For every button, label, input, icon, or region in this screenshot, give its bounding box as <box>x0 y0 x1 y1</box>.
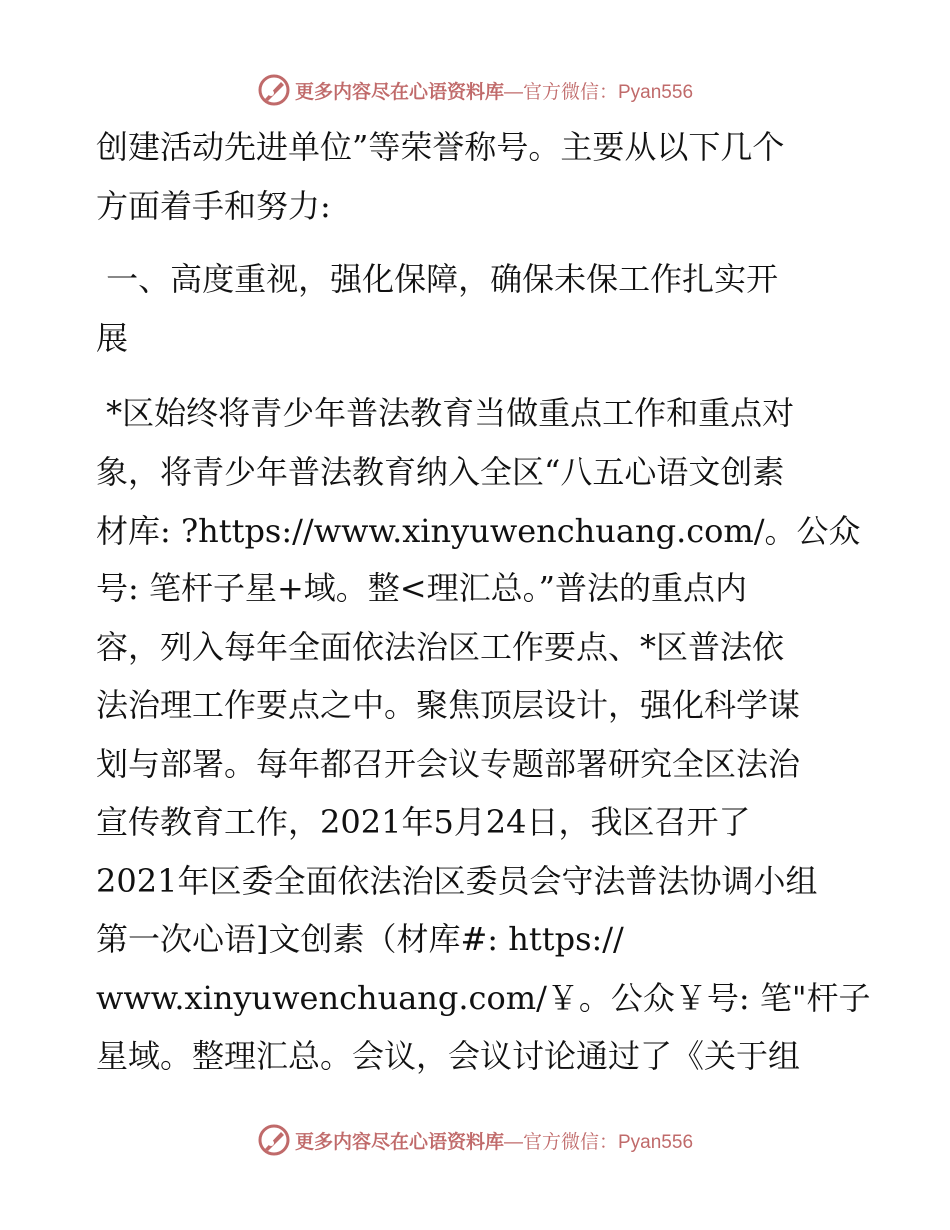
footer-banner-contact: —官方微信：Pyan556 <box>504 1131 694 1153</box>
text-line: 2021年区委全面依法治区委员会守法普法协调小组 <box>96 862 818 900</box>
text-line: 象，将青少年普法教育纳入全区“八五心语文创素 <box>96 453 785 491</box>
text-line: *区始终将青少年普法教育当做重点工作和重点对 <box>96 394 795 432</box>
text-line: 材库: ?https://www.xinyuwenchuang.com/。公众 <box>96 512 861 550</box>
text-line: 号: 笔杆子星+域。整<理汇总。”普法的重点内 <box>96 569 747 607</box>
text-line: 星域。整理汇总。会议，会议讨论通过了《关于组 <box>96 1037 801 1075</box>
quill-logo-icon <box>257 1123 291 1157</box>
text-line: 法治理工作要点之中。聚焦顶层设计，强化科学谋 <box>96 686 801 724</box>
header-banner-text: 更多内容尽在心语资料库 <box>294 80 504 103</box>
header-banner-contact: —官方微信：Pyan556 <box>504 81 694 103</box>
header-watermark-banner <box>0 70 950 110</box>
text-line: 创建活动先进单位”等荣誉称号。主要从以下几个 <box>96 128 785 166</box>
text-line: www.xinyuwenchuang.com/￥。公众￥号: 笔"杆子 <box>96 979 871 1017</box>
text-line: 第一次心语]文创素（材库#: https:// <box>96 920 624 958</box>
text-line: 容，列入每年全面依法治区工作要点、*区普法依 <box>96 628 785 666</box>
section-heading: 一、高度重视，强化保障，确保未保工作扎实开 <box>96 260 779 298</box>
quill-logo-icon <box>257 73 291 107</box>
text-line: 方面着手和努力: <box>96 187 331 225</box>
text-line: 划与部署。每年都召开会议专题部署研究全区法治 <box>96 745 801 783</box>
footer-banner-text: 更多内容尽在心语资料库 <box>294 1130 504 1153</box>
text-line: 宣传教育工作，2021年5月24日，我区召开了 <box>96 803 751 841</box>
footer-watermark-banner <box>0 1120 950 1160</box>
section-heading-continued: 展 <box>96 319 129 357</box>
